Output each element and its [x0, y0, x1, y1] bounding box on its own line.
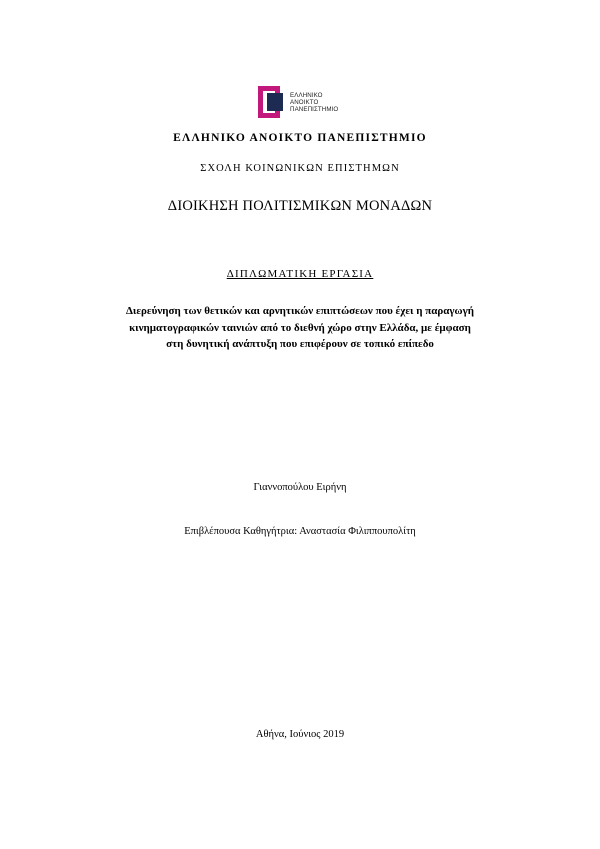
university-logo-mark: [256, 84, 290, 124]
supervisor-line: Επιβλέπουσα Καθηγήτρια: Αναστασία Φιλιππουπολίτη: [184, 526, 416, 537]
university-name: ΕΛΛΗΝΙΚΟ ΑΝΟΙΚΤΟ ΠΑΝΕΠΙΣΤΗΜΙΟ: [173, 132, 427, 144]
thesis-title-line-1: Διερεύνηση των θετικών και αρνητικών επιπτώσεων που έχει η παραγωγή: [126, 305, 474, 317]
department-name: ΔΙΟΙΚΗΣΗ ΠΟΛΙΤΙΣΜΙΚΩΝ ΜΟΝΑΔΩΝ: [167, 198, 433, 214]
thesis-title-line-3: στη δυνητική ανάπτυξη που επιφέρουν σε τοπικό επίπεδο: [166, 338, 434, 350]
thesis-type-heading: ΔΙΠΛΩΜΑΤΙΚΗ ΕΡΓΑΣΙΑ: [226, 268, 374, 280]
author-name: Γιαννοπούλου Ειρήνη: [253, 482, 347, 493]
thesis-title: [60, 303, 540, 353]
logo-text-line-3: ΠΑΝΕΠΙΣΤΗΜΙΟ: [290, 106, 339, 113]
school-name: ΣΧΟΛΗ ΚΟΙΝΩΝΙΚΩΝ ΕΠΙΣΤΗΜΩΝ: [200, 163, 400, 174]
thesis-title-line-2: κινηματογραφικών ταινιών από το διεθνή χώρο στην Ελλάδα, με έμφαση: [129, 321, 471, 334]
logo-text-line-1: ΕΛΛΗΝΙΚΟ: [290, 92, 323, 99]
place-and-date: Αθήνα, Ιούνιος 2019: [255, 729, 345, 740]
logo-text-line-2: ΑΝΟΙΚΤΟ: [290, 99, 319, 106]
university-logo: [256, 84, 356, 124]
